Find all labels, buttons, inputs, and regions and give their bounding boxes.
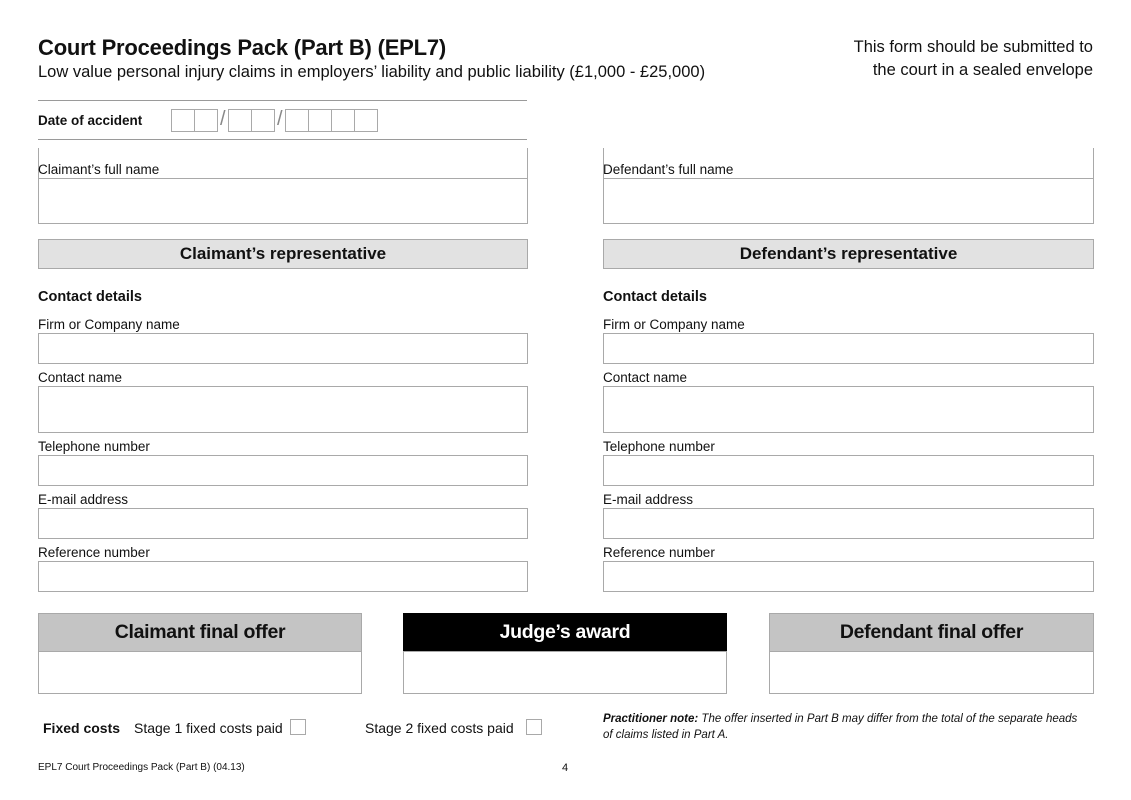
defendant-email-field[interactable] (603, 508, 1094, 539)
practitioner-note (603, 711, 1083, 743)
form-title: Court Proceedings Pack (Part B) (EPL7) (38, 35, 447, 60)
defendant-contact-name-field[interactable] (603, 386, 1094, 433)
date-of-accident-field[interactable] (171, 109, 381, 133)
date-divider (38, 139, 527, 140)
submission-note-line1: This form should be submitted to (853, 38, 1093, 56)
defendant-reference-field[interactable] (603, 561, 1094, 592)
fixed-costs-label: Fixed costs (43, 720, 121, 736)
defendant-final-offer-heading: Defendant final offer (769, 613, 1094, 652)
defendant-contact-name-label: Contact name (603, 370, 688, 385)
date-separator: / (277, 108, 283, 130)
claimant-name-frame-right (527, 148, 528, 178)
claimant-contact-name-label: Contact name (38, 370, 123, 385)
claimant-name-field[interactable] (38, 178, 528, 224)
judges-award-heading: Judge’s award (403, 613, 727, 652)
claimant-email-label: E-mail address (38, 492, 129, 507)
practitioner-note-text: The offer inserted in Part B may differ from the total of the separate heads of claims listed in Part A. (603, 713, 1078, 741)
date-separator: / (220, 108, 226, 130)
claimant-firm-field[interactable] (38, 333, 528, 364)
claimant-contact-name-field[interactable] (38, 386, 528, 433)
submission-note (854, 36, 1093, 82)
claimant-email-field[interactable] (38, 508, 528, 539)
claimant-representative-heading: Claimant’s representative (38, 239, 528, 269)
judges-award-field[interactable] (403, 651, 727, 694)
day-digit-1[interactable] (171, 109, 195, 132)
defendant-name-label: Defendant’s full name (603, 162, 734, 177)
defendant-phone-field[interactable] (603, 455, 1094, 486)
year-digit-3[interactable] (331, 109, 355, 132)
stage2-costs-checkbox[interactable] (526, 719, 542, 735)
practitioner-note-label: Practitioner note: (603, 713, 699, 725)
form-subtitle: Low value personal injury claims in employers’ liability and public liability (£1,000 - £25,000) (38, 63, 706, 81)
claimant-firm-label: Firm or Company name (38, 317, 180, 332)
year-digit-1[interactable] (285, 109, 309, 132)
claimant-name-label: Claimant’s full name (38, 162, 160, 177)
form-reference: EPL7 Court Proceedings Pack (Part B) (04.13) (38, 762, 245, 773)
defendant-representative-heading: Defendant’s representative (603, 239, 1094, 269)
page-number: 4 (562, 762, 569, 774)
month-digit-1[interactable] (228, 109, 252, 132)
submission-note-line2: the court in a sealed envelope (872, 61, 1093, 79)
day-digit-2[interactable] (194, 109, 218, 132)
defendant-phone-label: Telephone number (603, 439, 715, 454)
defendant-email-label: E-mail address (603, 492, 694, 507)
stage2-costs-label: Stage 2 fixed costs paid (365, 720, 514, 736)
top-divider (38, 100, 527, 101)
claimant-phone-field[interactable] (38, 455, 528, 486)
defendant-firm-field[interactable] (603, 333, 1094, 364)
claimant-phone-label: Telephone number (38, 439, 150, 454)
stage1-costs-checkbox[interactable] (290, 719, 306, 735)
claimant-reference-field[interactable] (38, 561, 528, 592)
defendant-contact-heading: Contact details (603, 289, 707, 305)
year-digit-2[interactable] (308, 109, 332, 132)
stage1-costs-label: Stage 1 fixed costs paid (134, 720, 283, 736)
year-digit-4[interactable] (354, 109, 378, 132)
claimant-contact-heading: Contact details (38, 289, 142, 305)
claimant-final-offer-field[interactable] (38, 651, 362, 694)
claimant-final-offer-heading: Claimant final offer (38, 613, 362, 652)
defendant-final-offer-field[interactable] (769, 651, 1094, 694)
claimant-reference-label: Reference number (38, 545, 150, 560)
defendant-firm-label: Firm or Company name (603, 317, 745, 332)
defendant-name-field[interactable] (603, 178, 1094, 224)
date-of-accident-label: Date of accident (38, 113, 143, 128)
defendant-name-frame-right (1093, 148, 1094, 178)
month-digit-2[interactable] (251, 109, 275, 132)
defendant-reference-label: Reference number (603, 545, 715, 560)
